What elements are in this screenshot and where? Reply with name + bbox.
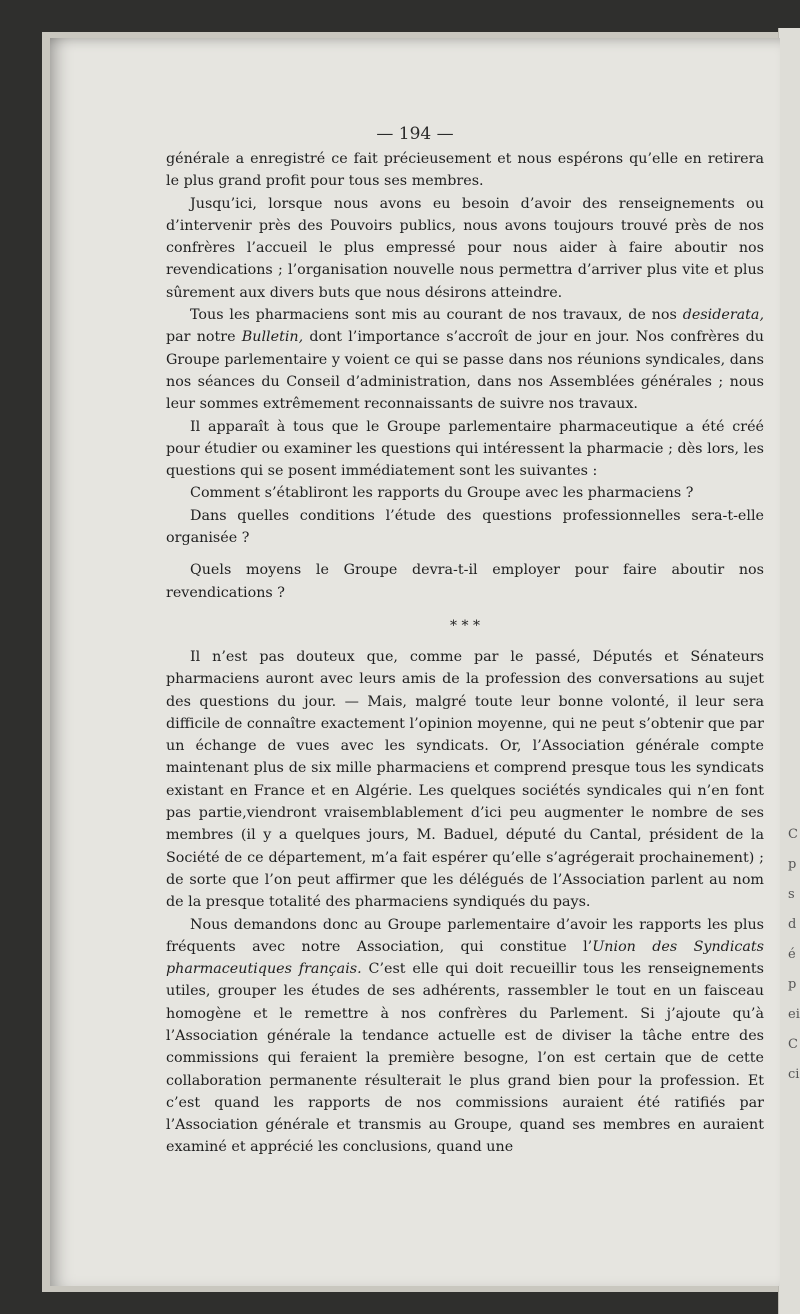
paragraph: Jusqu’ici, lorsque nous avons eu besoin d’avoir des renseignements ou d’intervenir près des Pouvoirs publics, nous avons toujours trouvé près de nos confrères l’accueil le plus empressé pour nous aider à faire aboutir nos revendications ; l’organisation nouvelle nous permettra d’arriver plus vite et plus sûrement aux divers buts que nous désirons atteindre. — [166, 195, 764, 301]
page-body — [166, 148, 764, 1159]
paragraph: Il n’est pas douteux que, comme par le passé, Députés et Sénateurs pharmaciens auront avec leurs amis de la profession des conversations au sujet des questions du jour. — Mais, malgré toute leur bonne volonté, il leur sera difficile de connaître exactement l’opinion moyenne, qui ne peut s’obtenir que par un échange de vues avec les syndicats. Or, l’Association générale compte maintenant plus de six mille pharmaciens et comprend presque tous les syndicats existant en France et en Algérie. Les quelques sociétés syndicales qui n’en font pas partie,viendront vraisemblablement d’ici peu augmenter le nombre de ses membres (il y a quelques jours, M. Baduel, député du Cantal, président de la Société de ce département, m’a fait espérer qu’elle s’agrégerait prochainement) ; de sorte que l’on peut affirmer que les délégués de l’Association parlent au nom de la presque totalité des pharmaciens syndiqués du pays. — [166, 648, 764, 911]
facing-page-letter: p — [788, 977, 797, 992]
separator-asterism: * * * — [450, 617, 480, 634]
paragraph-text: Tous les pharmaciens sont mis au courant de nos travaux, de nos — [190, 307, 683, 324]
italic-term: Bulletin, — [241, 329, 304, 346]
facing-page-letter: s — [788, 887, 795, 902]
question: Quels moyens le Groupe devra-t-il employer pour faire aboutir nos revendications ? — [166, 562, 764, 601]
paragraph: générale a enregistré ce fait précieusement et nous espérons qu’elle en retirera le plus grand profit pour tous ses membres. — [166, 151, 764, 190]
paragraph-text: dont l’importance s’accroît de jour en jour. Nos confrères du Groupe parlementaire y voient ce qui se passe dans nos réunions syndicales, dans nos séances du Conseil d’administration, dans nos Assemblées générales ; nous leur sommes extrêmement reconnaissants de suivre nos travaux. — [166, 329, 764, 413]
paragraph-text: C’est elle qui doit recueillir tous les renseignements utiles, grouper les études de ses adhérents, rassembler le tout en un faisceau homogène et le remettre à nos confrères du Parlement. Si j’ajoute qu’à l’Association générale la tendance actuelle est de diviser la tâche entre des commissions qui feraient la première besogne, l’on est certain que de cette collaboration permanente résulterait le plus grand bien pour la profession. Et c’est quand les rapports de nos commissions auraient été ratifiés par l’Association générale et transmis au Groupe, quand ses membres en auraient examiné et apprécié les conclusions, quand une — [166, 961, 764, 1156]
facing-page-letter: p — [788, 857, 797, 872]
facing-page-fragments — [788, 820, 800, 1090]
italic-term: Union des Syndicats pharmaceutiques français. — [166, 938, 765, 978]
facing-page-letter: d — [788, 917, 797, 932]
question: Comment s’établiront les rapports du Groupe avec les pharmaciens ? — [190, 485, 694, 502]
page-number: — 194 — — [376, 124, 454, 144]
paragraph-text: Nous demandons donc au Groupe parlementaire d’avoir les rapports les plus fréquents avec notre Association, qui constitue l’ — [166, 916, 764, 955]
paragraph — [166, 914, 764, 1159]
paragraph — [166, 304, 764, 415]
facing-page-letter: C — [788, 827, 798, 842]
document-page — [50, 38, 780, 1286]
paragraph-text: par notre — [166, 329, 242, 346]
section-separator — [166, 617, 764, 634]
question: Dans quelles conditions l’étude des questions professionnelles sera-t-elle organisée ? — [166, 507, 764, 547]
facing-page-letter: ei — [788, 1007, 800, 1022]
facing-page-letter: ci — [788, 1067, 800, 1082]
italic-term: desiderata, — [682, 307, 764, 324]
paragraph: Il apparaît à tous que le Groupe parlementaire pharmaceutique a été créé pour étudier ou examiner les questions qui intéressent la pharmacie ; dès lors, les questions qui se posent immédiatement sont les suivantes : — [166, 418, 764, 480]
facing-page-letter: C — [788, 1037, 798, 1052]
facing-page-strip — [778, 28, 800, 1314]
facing-page-letter: é — [788, 947, 796, 962]
